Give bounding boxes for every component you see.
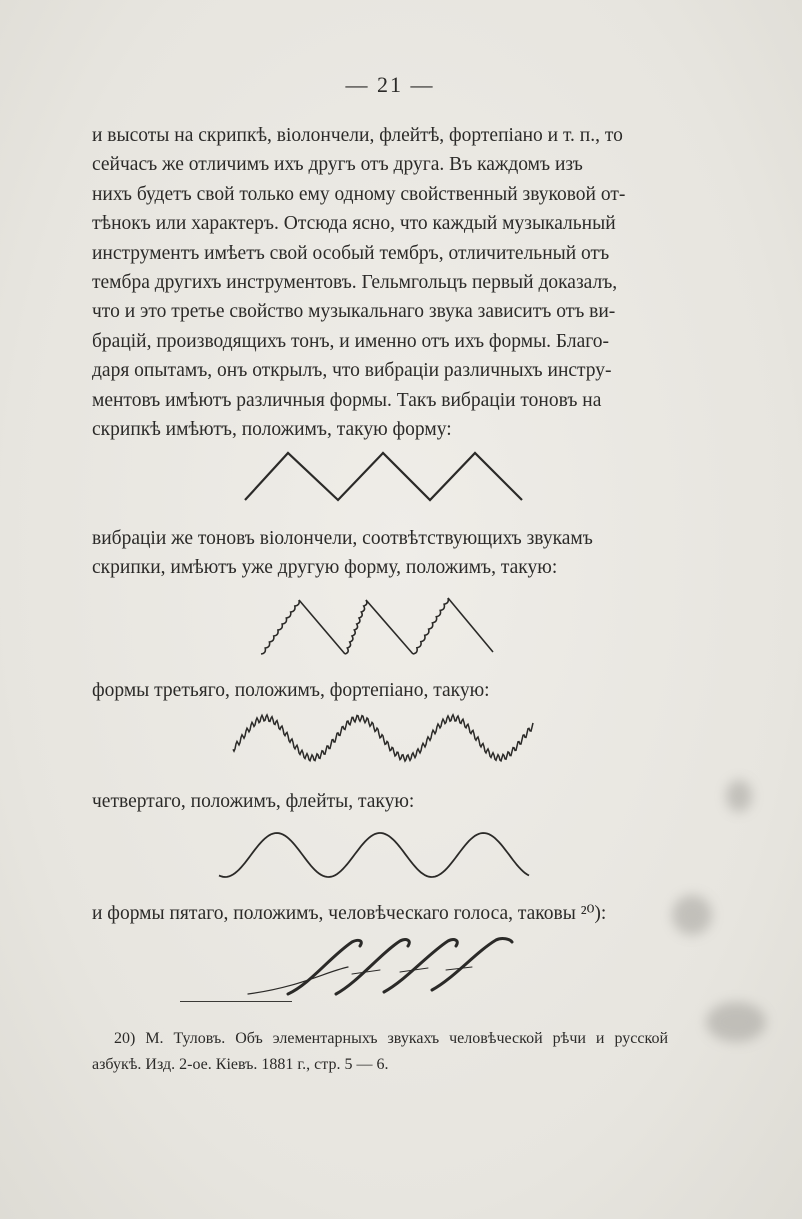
paragraph-timbre (92, 121, 668, 444)
paragraph-flute (92, 787, 668, 816)
text-line: вибраціи же тоновъ віолончели, соотвѣтствующихъ звукамъ (92, 528, 593, 549)
paragraph-piano (92, 676, 668, 705)
text-line: формы третьяго, положимъ, фортепіано, такую: (92, 680, 490, 701)
paper-stain (672, 895, 712, 935)
paragraph-voice (92, 899, 668, 928)
text-line: скрипки, имѣютъ уже другую форму, положимъ, такую: (92, 557, 558, 579)
text-line: что и это третье свойство музыкальнаго звука зависитъ отъ ви- (92, 301, 616, 323)
cello-waveform (255, 592, 500, 664)
text-line: нихъ будетъ свой только ему одному свойственный звуковой от- (92, 183, 626, 205)
text-line: сейчасъ же отличимъ ихъ другъ отъ друга. Въ каждомъ изъ (92, 154, 583, 176)
text-line: даря опытамъ, онъ открылъ, что вибраціи различныхъ инстру- (92, 360, 612, 382)
text-line: ментовъ имѣютъ различныя формы. Такъ вибраціи тоновъ на (92, 389, 602, 411)
flute-waveform (215, 825, 535, 885)
paragraph-cello (92, 524, 668, 583)
text-line: скрипкѣ имѣютъ, положимъ, такую форму: (92, 419, 452, 441)
text-line: и высоты на скрипкѣ, віолончели, флейтѣ, фортепіано и т. п., то (92, 125, 623, 146)
footnote (92, 1026, 668, 1078)
text-line: тѣнокъ или характеръ. Отсюда ясно, что каждый музыкальный (92, 213, 616, 235)
piano-waveform (230, 708, 535, 770)
text-line: четвертаго, положимъ, флейты, такую: (92, 791, 415, 812)
text-line: и формы пятаго, положимъ, человѣческаго голоса, таковы ²⁰): (92, 903, 607, 924)
paper-stain (726, 780, 752, 812)
text-line: инструментъ имѣетъ свой особый тембръ, отличительный отъ (92, 242, 610, 264)
violin-waveform (240, 445, 530, 510)
text-line: брацій, производящихъ тонъ, и именно отъ ихъ формы. Благо- (92, 330, 610, 352)
footnote-line: 20) М. Туловъ. Объ элементарныхъ звукахъ человѣческой рѣчи и русской (114, 1030, 668, 1047)
footnote-line: азбукѣ. Изд. 2-ое. Кіевъ. 1881 г., стр. 5 — 6. (92, 1056, 389, 1073)
text-line: тембра другихъ инструментовъ. Гельмгольцъ первый доказалъ, (92, 272, 618, 294)
page-number: — 21 — (345, 72, 435, 97)
voice-waveform (240, 932, 530, 1002)
footnote-separator (180, 1001, 292, 1002)
paper-stain (706, 1002, 766, 1042)
